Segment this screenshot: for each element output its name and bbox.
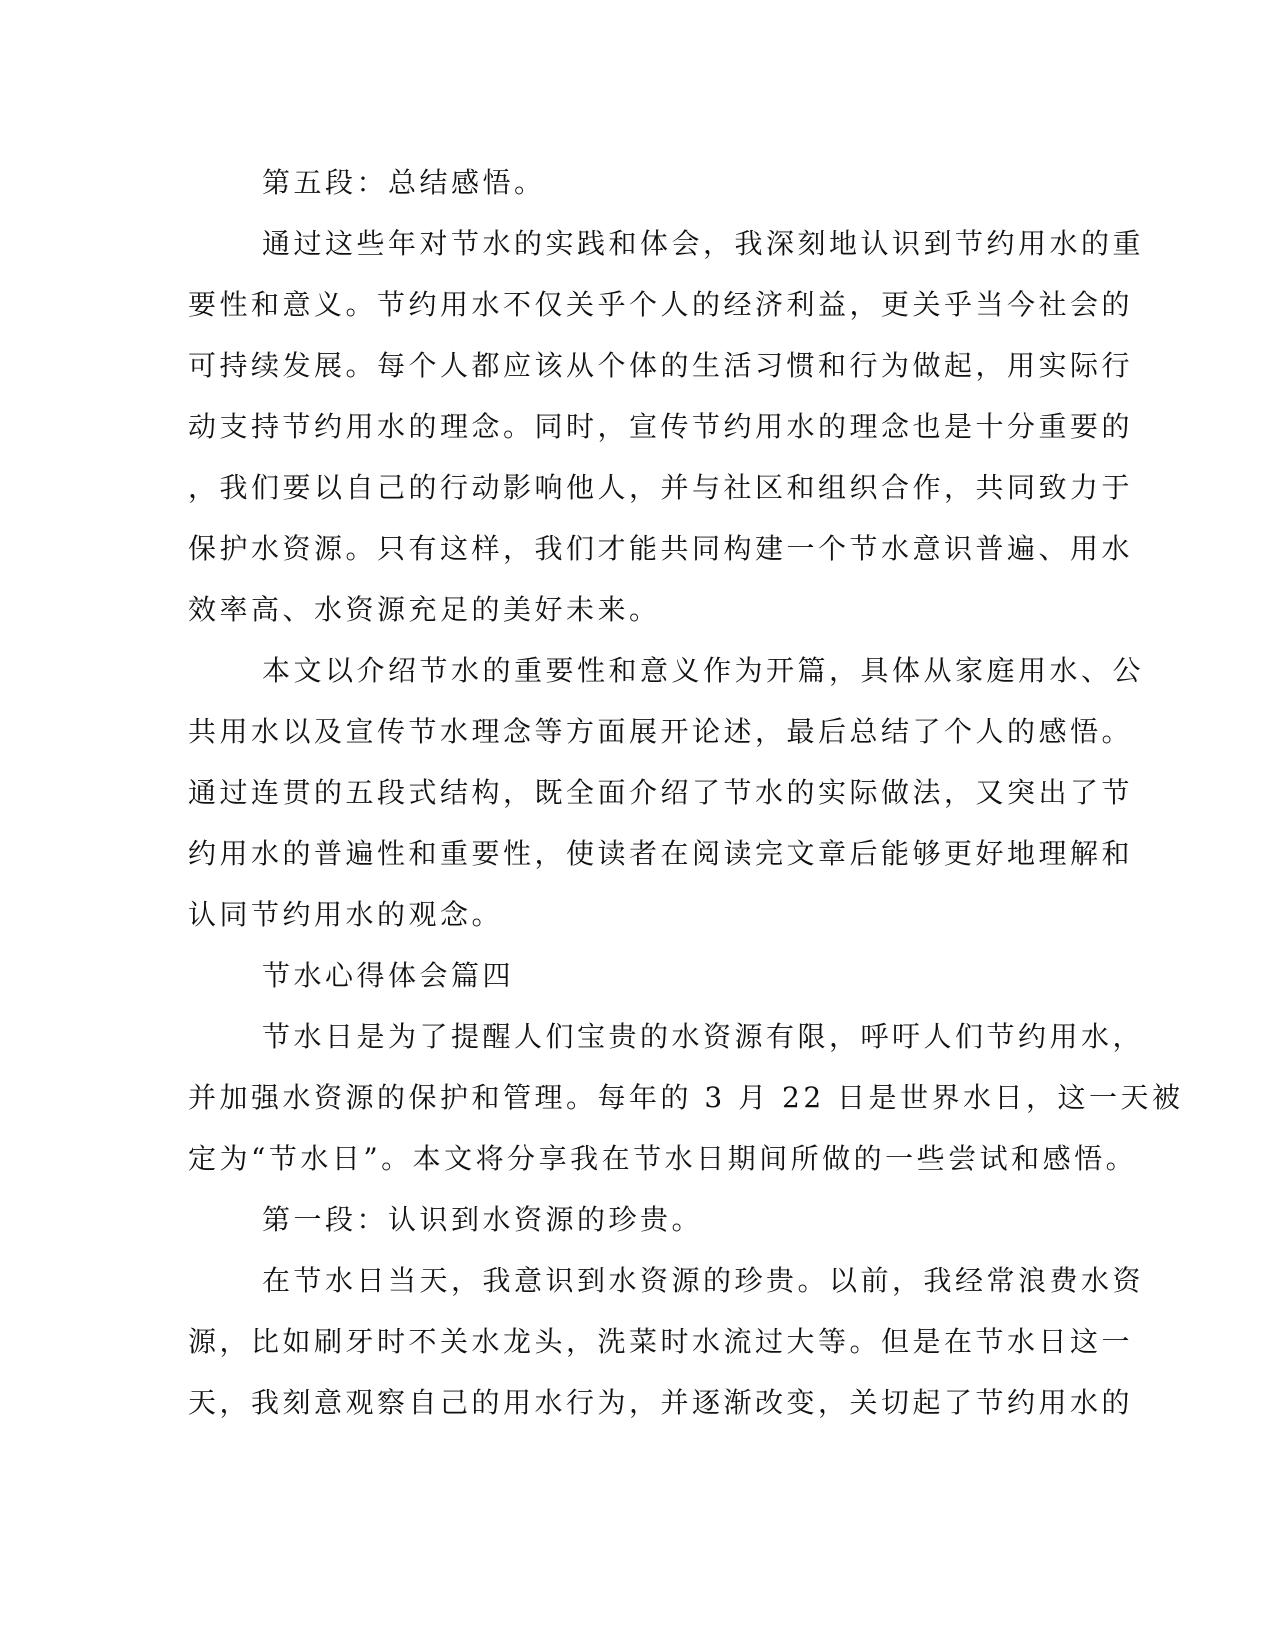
paragraph-line: 效率高、水资源充足的美好未来。 xyxy=(188,593,661,626)
paragraph-line: 定为“节水日”。本文将分享我在节水日期间所做的一些尝试和感悟。 xyxy=(188,1142,1138,1175)
section-heading-first: 第一段：认识到水资源的珍贵。 xyxy=(262,1203,704,1236)
paragraph-line: 通过这些年对节水的实践和体会，我深刻地认识到节约用水的重 xyxy=(262,227,1145,260)
paragraph-line: 动支持节约用水的理念。同时，宣传节约用水的理念也是十分重要的 xyxy=(188,410,1134,443)
article-title: 节水心得体会篇四 xyxy=(262,959,515,992)
paragraph-line: 认同节约用水的观念。 xyxy=(188,898,504,931)
paragraph-line: 保护水资源。只有这样，我们才能共同构建一个节水意识普遍、用水 xyxy=(188,532,1134,565)
paragraph-line: 约用水的普遍性和重要性，使读者在阅读完文章后能够更好地理解和 xyxy=(188,837,1134,870)
paragraph-line: 节水日是为了提醒人们宝贵的水资源有限，呼吁人们节约用水， xyxy=(262,1020,1145,1053)
paragraph-line: ，我们要以自己的行动影响他人，并与社区和组织合作，共同致力于 xyxy=(188,471,1134,504)
paragraph-line: 本文以介绍节水的重要性和意义作为开篇，具体从家庭用水、公 xyxy=(262,654,1145,687)
paragraph-line: 源，比如刷牙时不关水龙头，洗菜时水流过大等。但是在节水日这一 xyxy=(188,1325,1134,1358)
document-body xyxy=(188,152,1184,1433)
paragraph-line: 并加强水资源的保护和管理。每年的 3 月 22 日是世界水日，这一天被 xyxy=(188,1081,1184,1114)
paragraph-line: 可持续发展。每个人都应该从个体的生活习惯和行为做起，用实际行 xyxy=(188,349,1134,382)
paragraph-line: 通过连贯的五段式结构，既全面介绍了节水的实际做法，又突出了节 xyxy=(188,776,1134,809)
paragraph-line: 在节水日当天，我意识到水资源的珍贵。以前，我经常浪费水资 xyxy=(262,1264,1145,1297)
paragraph-line: 要性和意义。节约用水不仅关乎个人的经济利益，更关乎当今社会的 xyxy=(188,288,1134,321)
section-heading-summary: 第五段：总结感悟。 xyxy=(262,166,546,199)
paragraph-line: 天，我刻意观察自己的用水行为，并逐渐改变，关切起了节约用水的 xyxy=(188,1386,1134,1419)
paragraph-line: 共用水以及宣传节水理念等方面展开论述，最后总结了个人的感悟。 xyxy=(188,715,1134,748)
